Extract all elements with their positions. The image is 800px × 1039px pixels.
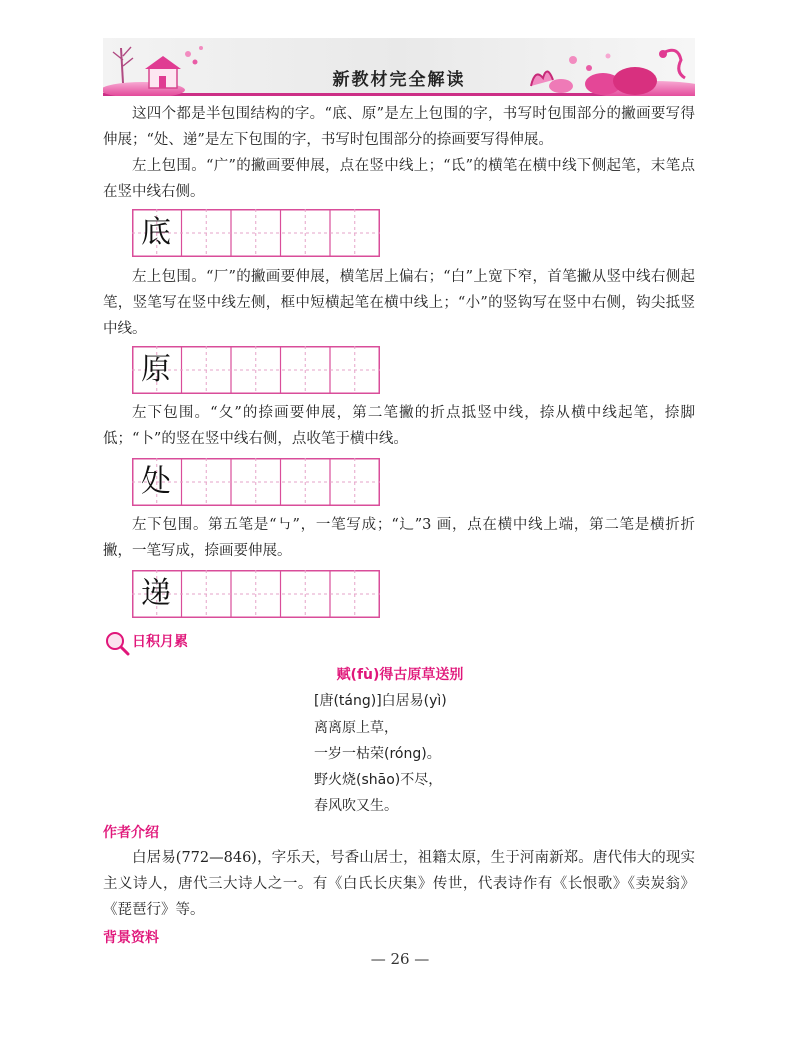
section-title-accumulate: 日积月累 [132,634,188,650]
model-character: 递 [141,576,171,611]
section-title-background: 背景资料 [103,930,159,946]
char-description: 左下包围。“夂”的捺画要伸展，第二笔撇的折点抵竖中线，捺从横中线起笔，捺脚低；“卜”的竖在竖中线右侧，点收笔于横中线。 [103,405,695,447]
model-character: 原 [141,352,171,387]
model-character: 底 [141,215,171,250]
page-header-title: 新教材完全解读 [332,70,466,90]
poem-title: 赋(fù)得古原草送别 [336,667,464,683]
practice-grid [132,209,380,257]
intro-paragraph: 这四个都是半包围结构的字。“底、原”是左上包围的字，书写时包围部分的撇画要写得伸展；“处、递”是左下包围的字，书写时包围部分的捺画要写得伸展。 [103,106,695,148]
char-description: 左上包围。“广”的撇画要伸展，点在竖中线上；“氐”的横笔在横中线下侧起笔，末笔点在竖中线右侧。 [103,158,695,200]
poem-line: 离离原上草， [314,720,398,736]
header-banner [103,38,695,96]
char-description: 左下包围。第五笔是“㇉”，一笔写成；“辶”3 画，点在横中线上端，第二笔是横折折撇，一笔写成，捺画要伸展。 [103,517,695,559]
page-number: — 26 — [370,950,430,968]
model-character: 处 [141,464,171,499]
practice-grid [132,570,380,618]
poem-author: [唐(táng)]白居易(yì) [314,693,447,709]
magnifier-icon [104,630,130,660]
section-title-author: 作者介绍 [103,825,159,841]
practice-grid [132,458,380,506]
poem-line: 春风吹又生。 [314,798,398,814]
poem-line: 野火烧(shāo)不尽， [314,772,443,788]
author-intro-paragraph: 白居易(772—846)，字乐天，号香山居士，祖籍太原，生于河南新郑。唐代伟大的现实主义诗人，唐代三大诗人之一。有《白氏长庆集》传世，代表诗作有《长恨歌》《卖炭翁》《琵琶行》等。 [103,850,695,918]
practice-grid [132,346,380,394]
char-description: 左上包围。“厂”的撇画要伸展，横笔居上偏右；“白”上宽下窄，首笔撇从竖中线右侧起笔，竖笔写在竖中线左侧，框中短横起笔在横中线上；“小”的竖钩写在竖中右侧，钩尖抵竖中线。 [103,269,695,337]
poem-line: 一岁一枯荣(róng)。 [314,746,441,762]
